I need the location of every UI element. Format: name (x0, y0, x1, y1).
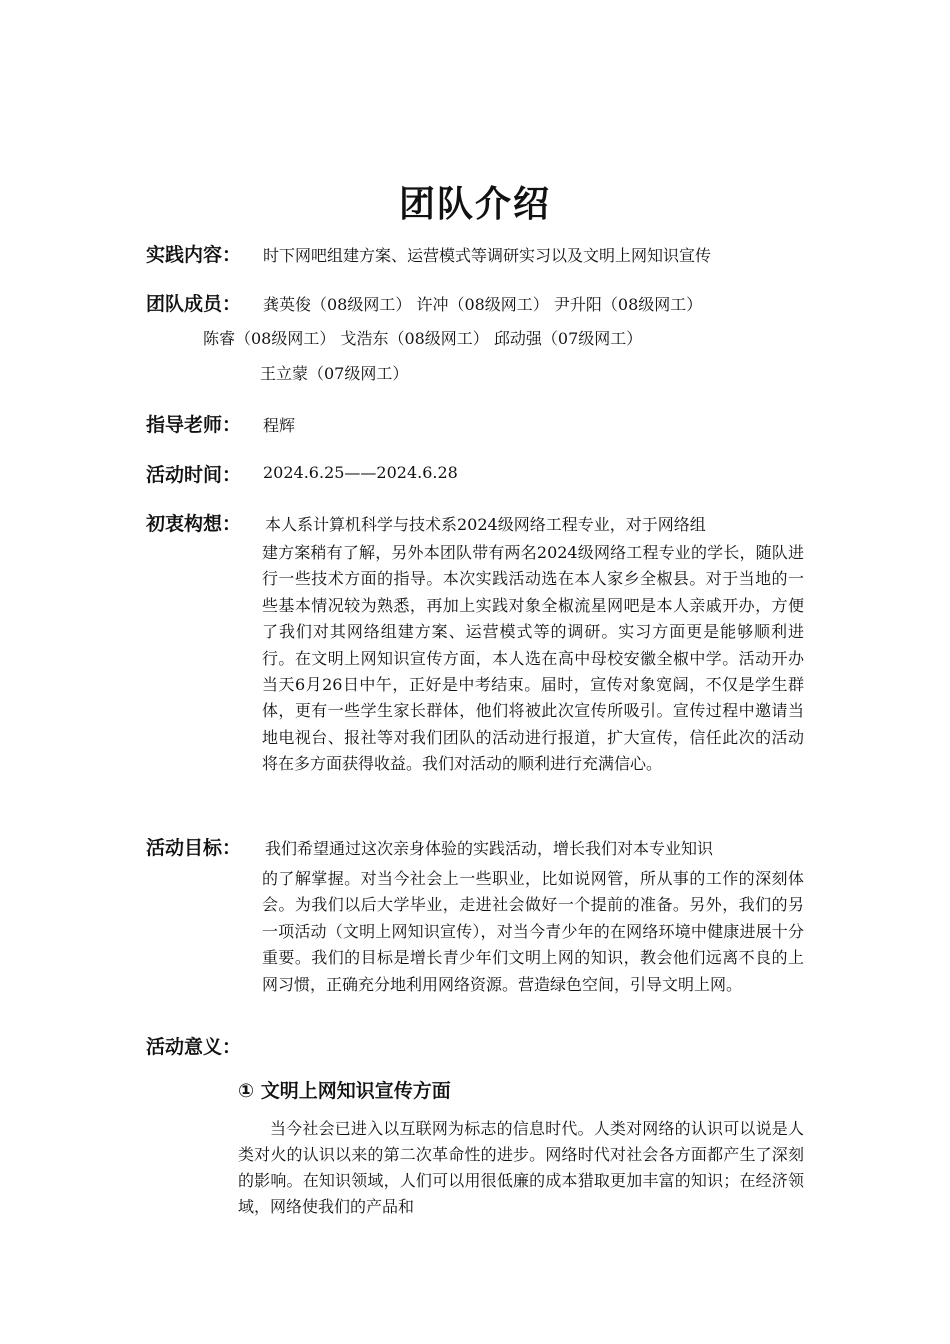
intention-paragraph: 建方案稍有了解，另外本团队带有两名2024级网络工程专业的学长，随队进行一些技术方面的指导。本次实践活动选在本人家乡全椒县。对于当地的一些基本情况较为熟悉，再加上实践对象全椒流星网吧是本人亲戚开办，方便了我们对其网络组建方案、运营模式等的调研。实习方面更是能够顺利进行。在文明上网知识宣传方面，本人选在高中母校安徽全椒中学。活动开办当天6月26日中午，正好是中考结束。届时，宣传对象宽阔，不仅是学生群体，更有一些学生家长群体，他们将被此次宣传所吸引。宣传过程中邀请当地电视台、报社等对我们团队的活动进行报道，扩大宣传，信任此次的活动将在多方面获得收益。我们对活动的顺利进行充满信心。 (262, 543, 804, 774)
practice-value: 时下网吧组建方案、运营模式等调研实习以及文明上网知识宣传 (263, 246, 712, 265)
section-heading: ① 文明上网知识宣传方面 (238, 1080, 451, 1102)
section-paragraph: 当今社会已进入以互联网为标志的信息时代。人类对网络的认识可以说是人类对火的认识以来的第二次革命性的进步。网络时代对社会各方面都产生了深刻的影响。在知识领域，人们可以用很低廉的成本猎取更加丰富的知识；在经济领域，网络使我们的产品和 (238, 1119, 804, 1216)
members-line-3: 王立蒙（07级网工） (260, 364, 409, 383)
advisor-label: 指导老师： (146, 414, 242, 436)
time-value: 2024.6.25——2024.6.28 (263, 463, 458, 482)
goal-first-line: 我们希望通过这次亲身体验的实践活动，增长我们对本专业知识 (265, 839, 714, 858)
meaning-label: 活动意义： (146, 1036, 242, 1058)
members-line-2: 陈睿（08级网工） 戈浩东（08级网工） 邱动强（07级网工） (203, 329, 643, 348)
intention-label: 初衷构想： (146, 513, 242, 535)
members-line-1: 龚英俊（08级网工） 许冲（08级网工） 尹升阳（08级网工） (263, 295, 703, 314)
page-title: 团队介绍 (398, 184, 551, 225)
advisor-value: 程辉 (263, 416, 296, 435)
members-label: 团队成员： (146, 293, 242, 315)
goal-label: 活动目标： (146, 837, 242, 859)
intention-first-line: 本人系计算机科学与技术系2024级网络工程专业，对于网络组 (265, 515, 706, 534)
practice-label: 实践内容： (146, 244, 242, 266)
goal-paragraph: 的了解掌握。对当今社会上一些职业，比如说网管，所从事的工作的深刻体会。为我们以后大学毕业，走进社会做好一个提前的准备。另外，我们的另一项活动（文明上网知识宣传），对当今青少年的在网络环境中健康进展十分重要。我们的目标是增长青少年们文明上网的知识，教会他们远离不良的上网习惯，正确充分地利用网络资源。营造绿色空间，引导文明上网。 (262, 869, 804, 994)
time-label: 活动时间： (146, 464, 242, 486)
